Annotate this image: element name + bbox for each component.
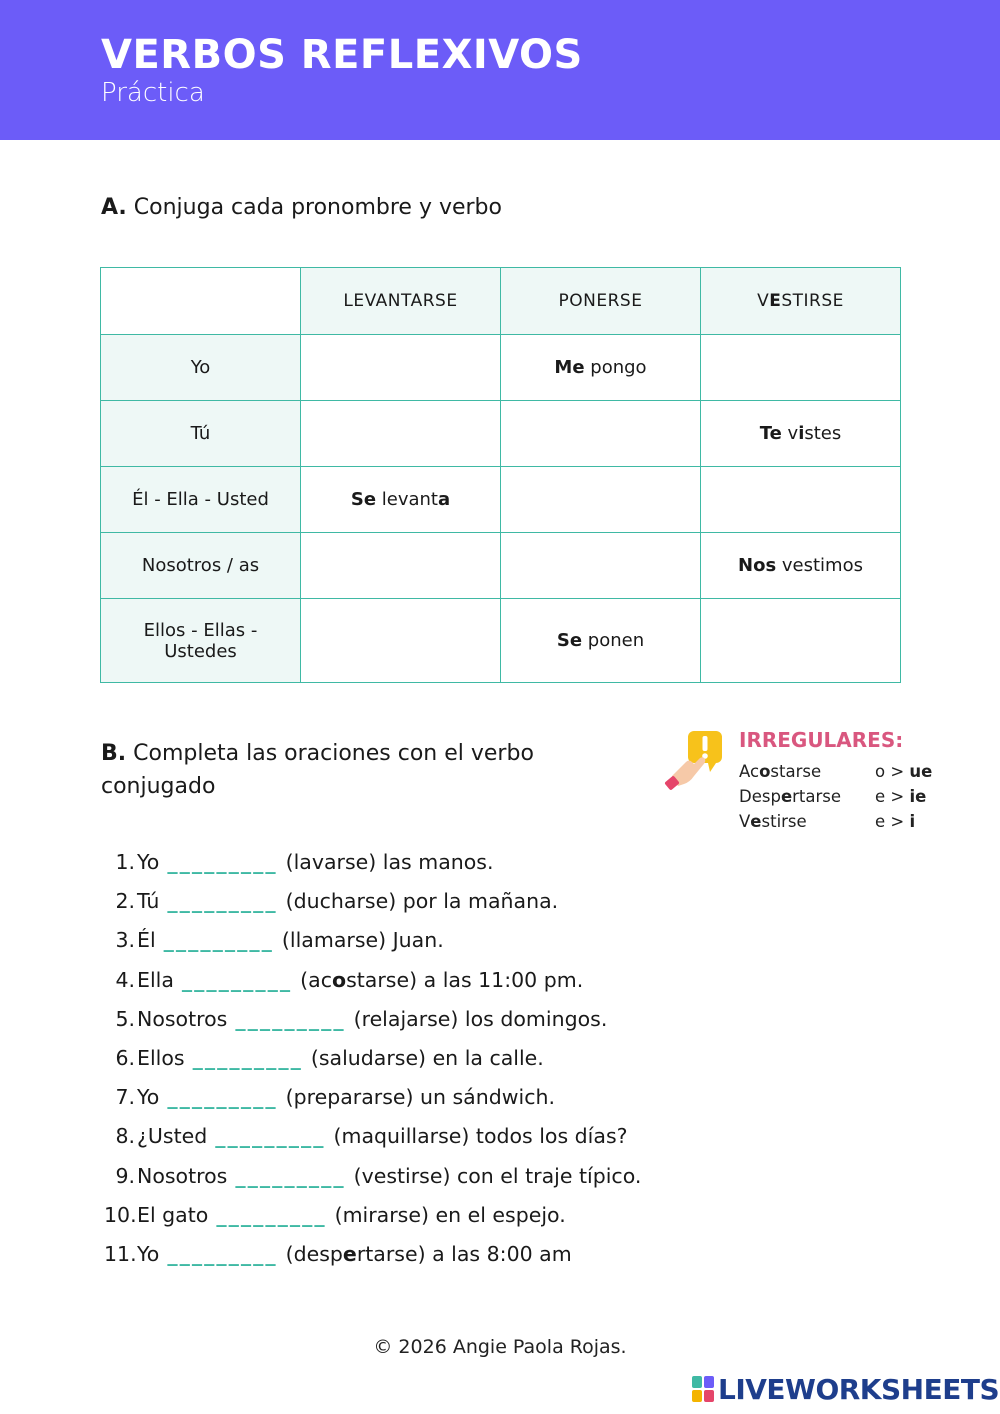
row-label-el: Él - Ella - Usted (101, 467, 301, 533)
row-label-ellos: Ellos - Ellas - Ustedes (101, 599, 301, 683)
cell-nos-vestirse: Nos vestimos (701, 533, 901, 599)
section-b-text: Completa las oraciones con el verbo conjugado (101, 741, 534, 799)
answer-blank[interactable]: _________ (167, 850, 278, 874)
list-item: 9. Nosotros _________ (vestirse) con el traje típico. (104, 1157, 641, 1196)
cell-ellos-ponerse: Se ponen (501, 599, 701, 683)
section-a-letter: A. (101, 195, 127, 220)
row-label-yo: Yo (101, 335, 301, 401)
answer-blank[interactable]: _________ (235, 1006, 346, 1031)
cell-yo-levantarse[interactable] (301, 335, 501, 401)
answer-blank[interactable]: _________ (216, 1202, 327, 1227)
cell-nos-levantarse[interactable] (301, 533, 501, 599)
list-item: 7. Yo _________ (prepararse) un sándwich. (104, 1078, 641, 1117)
list-item: 4. Ella _________ (ac o starse) a las 11:00 pm. (104, 961, 641, 1000)
logo-blocks-icon (692, 1376, 714, 1402)
list-item: 6. Ellos _________ (saludarse) en la calle. (104, 1039, 641, 1078)
answer-blank[interactable]: _________ (192, 1045, 303, 1070)
cell-el-vestirse[interactable] (701, 467, 901, 533)
cell-tu-ponerse[interactable] (501, 401, 701, 467)
page-subtitle: Práctica (101, 78, 205, 108)
answer-blank[interactable]: _________ (167, 1085, 278, 1110)
list-item: 8. ¿Usted _________ (maquillarse) todos los días? (104, 1117, 641, 1156)
list-item: 11. Yo _________ (desp e rtarse) a las 8:00 am (104, 1235, 641, 1274)
cell-ellos-levantarse[interactable] (301, 599, 501, 683)
pointing-hand-alert-icon (664, 728, 730, 794)
section-b-letter: B. (101, 741, 127, 766)
table-row (101, 599, 901, 683)
table-corner-cell (101, 268, 301, 335)
table-row (101, 533, 901, 599)
list-item: 3. Él _________ (llamarse) Juan. (104, 921, 641, 960)
list-item: 1. Yo _________ (lavarse) las manos. (104, 843, 641, 882)
answer-blank[interactable]: _________ (163, 928, 274, 953)
cell-tu-vestirse: Te vistes (701, 401, 901, 467)
row-label-tu: Tú (101, 401, 301, 467)
section-b-instruction (101, 737, 621, 803)
liveworksheets-logo (692, 1371, 999, 1407)
irregular-row-acostarse: Acostarse o > ue (739, 762, 933, 781)
logo-wordmark: LIVEWORKSHEETS (718, 1372, 1000, 1406)
cell-yo-ponerse: Me pongo (501, 335, 701, 401)
answer-blank[interactable]: _________ (181, 967, 293, 992)
irregular-row-vestirse: Vestirse e > i (739, 812, 916, 831)
answer-blank[interactable]: _________ (167, 889, 278, 914)
header-ponerse: PONERSE (501, 268, 701, 335)
section-a-instruction (101, 195, 502, 220)
answer-blank[interactable]: _________ (167, 1241, 278, 1266)
row-label-nosotros: Nosotros / as (101, 533, 301, 599)
irregulares-box (664, 728, 964, 838)
page-title: VERBOS REFLEXIVOS (101, 32, 583, 78)
cell-tu-levantarse[interactable] (301, 401, 501, 467)
cell-ellos-vestirse[interactable] (701, 599, 901, 683)
list-item: 5. Nosotros _________ (relajarse) los domingos. (104, 1000, 641, 1039)
section-a-text: Conjuga cada pronombre y verbo (133, 195, 502, 220)
cell-el-levantarse: Se levanta (301, 467, 501, 533)
list-item: 10. El gato _________ (mirarse) en el espejo. (104, 1196, 641, 1235)
list-item: 2. Tú _________ (ducharse) por la mañana. (104, 882, 641, 921)
header-vestirse: VESTIRSE (701, 268, 901, 335)
conjugation-table (100, 267, 901, 683)
irregulares-title: IRREGULARES: (739, 728, 904, 752)
irregular-row-despertarse: Despertarse e > ie (739, 787, 927, 806)
cell-nos-ponerse[interactable] (501, 533, 701, 599)
answer-blank[interactable]: _________ (235, 1163, 346, 1188)
cell-el-ponerse[interactable] (501, 467, 701, 533)
page-header (0, 0, 1000, 140)
copyright-footer: © 2026 Angie Paola Rojas. (373, 1336, 627, 1358)
cell-yo-vestirse[interactable] (701, 335, 901, 401)
answer-blank[interactable]: _________ (215, 1124, 326, 1149)
table-row (101, 401, 901, 467)
table-row (101, 467, 901, 533)
sentence-list (104, 843, 641, 1274)
header-levantarse: LEVANTARSE (301, 268, 501, 335)
table-header-row (101, 268, 901, 335)
table-row (101, 335, 901, 401)
